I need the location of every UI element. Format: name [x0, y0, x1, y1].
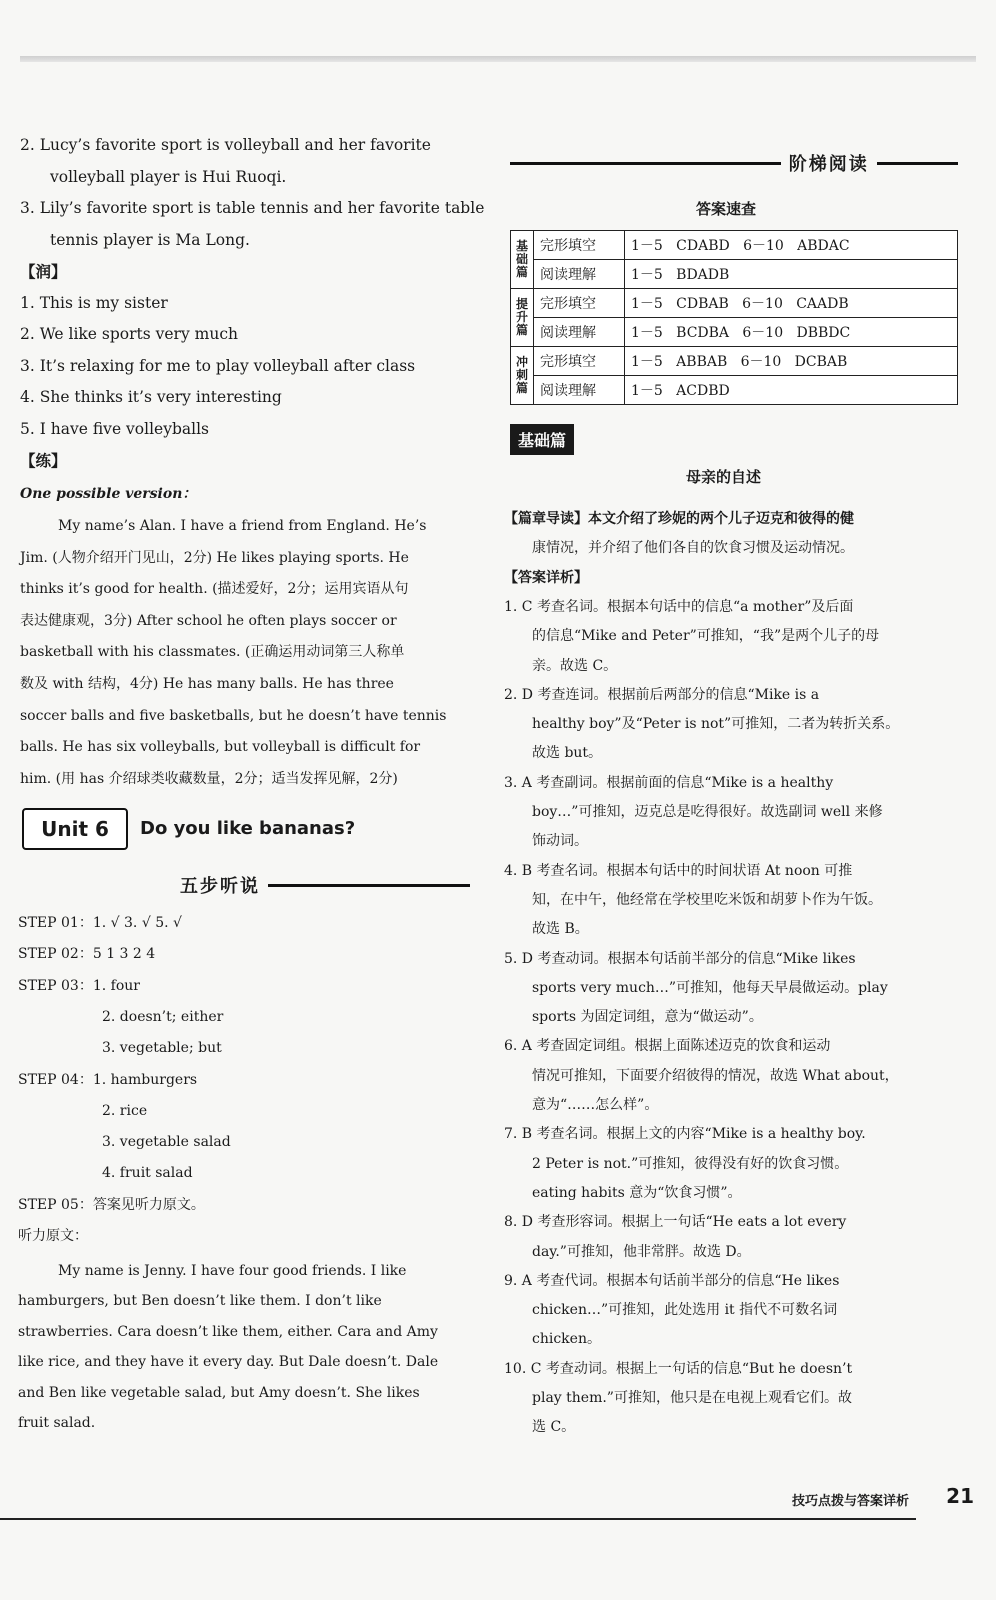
table-type-cell: 完形填空	[534, 347, 625, 376]
step-line: STEP 02：5 1 3 2 4	[18, 946, 156, 963]
table-row	[511, 318, 958, 347]
step-line: 2. rice	[102, 1102, 148, 1119]
explain-line: 7. B 考查名词。根据上文的内容“Mike is a healthy boy.	[504, 1126, 866, 1143]
transcript-line: My name is Jenny. I have four good friends. I like	[58, 1263, 407, 1279]
table-type-cell: 阅读理解	[534, 260, 625, 289]
explain-line: chicken。	[532, 1331, 601, 1348]
section-header-listen	[180, 872, 470, 898]
step-line: 3. vegetable salad	[102, 1134, 231, 1151]
explain-line: 2 Peter is not.”可推知，彼得没有好的饮食习惯。	[532, 1155, 849, 1172]
explain-line: play them.”可推知，他只是在电视上观看它们。故	[532, 1390, 852, 1406]
table-row	[511, 289, 958, 318]
table-row	[511, 347, 958, 376]
essay-line: him. (用 has 介绍球类收藏数量，2分；适当发挥见解，2分)	[20, 770, 398, 787]
page-number: 21	[946, 1484, 974, 1508]
table-type-cell: 完形填空	[534, 289, 625, 318]
essay-line: My name’s Alan. I have a friend from England. He’s	[58, 518, 427, 534]
text-line: tennis player is Ma Long.	[50, 230, 250, 249]
explain-line: chicken…”可推知，此处选用 it 指代不可数名词	[532, 1302, 838, 1319]
explain-line: 9. A 考查代词。根据本句话前半部分的信息“He likes	[504, 1272, 840, 1289]
explain-line: 选 C。	[532, 1419, 576, 1436]
text-line: 2. Lucy’s favorite sport is volleyball and her favorite	[20, 136, 431, 154]
section-header-read	[510, 150, 958, 176]
essay-line: balls. He has six volleyballs, but volleyball is difficult for	[20, 739, 421, 756]
step-line: STEP 03：1. four	[18, 977, 140, 994]
transcript-line: strawberries. Cara doesn’t like them, either. Cara and Amy	[18, 1323, 438, 1340]
explain-line: 1. C 考查名词。根据本句话中的信息“a mother”及后面	[504, 598, 854, 615]
explain-line: sports very much…”可推知，他每天早晨做运动。play	[532, 979, 888, 996]
explain-line: 饰动词。	[532, 833, 588, 850]
explain-line: 故选 B。	[532, 921, 589, 938]
table-row	[511, 376, 958, 405]
bottom-rule	[0, 1518, 916, 1520]
version-label: One possible version：	[20, 486, 197, 502]
table-row	[511, 260, 958, 289]
transcript-line: and Ben like vegetable salad, but Amy doesn’t. She likes	[18, 1384, 420, 1401]
explain-line: 4. B 考查名词。根据本句话中的时间状语 At noon 可推	[504, 862, 853, 879]
explain-line: sports 为固定词组，意为“做运动”。	[532, 1009, 763, 1026]
section-label: 五步听说	[180, 876, 260, 897]
explain-line: 2. D 考查连词。根据前后两部分的信息“Mike is a	[504, 686, 820, 703]
table-group-cell: 冲刺篇	[511, 347, 534, 405]
step-line: STEP 04：1. hamburgers	[18, 1071, 198, 1088]
explain-line: 康情况，并介绍了他们各自的饮食习惯及运动情况。	[532, 540, 854, 557]
table-answer-cell: 1－5 BCDBA 6－10 DBBDC	[625, 318, 958, 347]
table-group-cell: 基础篇	[511, 231, 534, 289]
step-line: STEP 05：答案见听力原文。	[18, 1196, 205, 1213]
text-line: 【润】	[20, 262, 67, 281]
transcript-line: fruit salad.	[18, 1415, 96, 1431]
step-line: 4. fruit salad	[102, 1165, 193, 1182]
table-type-cell: 阅读理解	[534, 318, 625, 347]
transcript-line: hamburgers, but Ben doesn’t like them. I don’t like	[18, 1293, 382, 1310]
level-tag: 基础篇	[510, 424, 574, 455]
explain-line: 3. A 考查副词。根据前面的信息“Mike is a healthy	[504, 774, 834, 791]
section-rule	[877, 162, 958, 165]
explain-line: 故选 but。	[532, 745, 603, 762]
explain-line: 意为“……怎么样”。	[532, 1097, 659, 1113]
essay-line: Jim. (人物介绍开门见山，2分) He likes playing sports. He	[20, 549, 409, 566]
table-answer-cell: 1－5 BDADB	[625, 260, 958, 289]
section-label: 阶梯阅读	[788, 154, 869, 175]
explain-line: 【答案详析】	[504, 569, 588, 586]
table-answer-cell: 1－5 CDBAB 6－10 CAADB	[625, 289, 958, 318]
section-rule	[268, 884, 470, 887]
unit-badge: Unit 6	[22, 808, 128, 850]
step-line: STEP 01：1. √ 3. √ 5. √	[18, 915, 182, 931]
table-title: 答案速查	[696, 200, 757, 218]
explain-line: boy…”可推知，迈克总是吃得很好。故选副词 well 来修	[532, 804, 883, 820]
unit-title: Do you like bananas?	[140, 818, 356, 839]
explain-line: 情况可推知，下面要介绍彼得的情况，故选 What about，	[532, 1067, 899, 1084]
table-answer-cell: 1－5 CDABD 6－10 ABDAC	[625, 231, 958, 260]
text-line: 【练】	[20, 451, 67, 470]
watermark	[220, 990, 245, 1041]
step-line: 2. doesn’t; either	[102, 1008, 224, 1025]
step-line: 听力原文：	[18, 1228, 88, 1244]
explain-line: 10. C 考查动词。根据上一句话的信息“But he doesn’t	[504, 1360, 853, 1377]
table-row	[511, 231, 958, 260]
essay-line: soccer balls and five basketballs, but he doesn’t have tennis	[20, 707, 447, 724]
explain-line: healthy boy”及“Peter is not”可推知，二者为转折关系。	[532, 716, 900, 733]
explain-line: 8. D 考查形容词。根据上一句话“He eats a lot every	[504, 1214, 847, 1231]
table-group-cell: 提升篇	[511, 289, 534, 347]
text-line: volleyball player is Hui Ruoqi.	[50, 167, 287, 186]
text-line: 3. Lily’s favorite sport is table tennis and her favorite table	[20, 199, 485, 217]
explain-line: 亲。故选 C。	[532, 657, 618, 674]
answer-table	[510, 230, 958, 405]
footer-label: 技巧点拨与答案详析	[792, 1494, 910, 1509]
essay-line: thinks it’s good for health. (描述爱好，2分；运用宾语从句	[20, 581, 409, 598]
explain-line: 6. A 考查固定词组。根据上面陈述迈克的饮食和运动	[504, 1038, 831, 1055]
table-answer-cell: 1－5 ACDBD	[625, 376, 958, 405]
explain-line: 的信息“Mike and Peter”可推知，“我”是两个儿子的母	[532, 628, 880, 645]
section-rule	[510, 162, 781, 165]
step-line: 3. vegetable; but	[102, 1040, 222, 1057]
explain-line: eating habits 意为“饮食习惯”。	[532, 1184, 742, 1201]
table-type-cell: 完形填空	[534, 231, 625, 260]
text-line: 3. It’s relaxing for me to play volleyball after class	[20, 356, 416, 375]
essay-line: basketball with his classmates. (正确运用动词第三人称单	[20, 644, 405, 661]
table-type-cell: 阅读理解	[534, 376, 625, 405]
transcript-line: like rice, and they have it every day. But Dale doesn’t. Dale	[18, 1354, 439, 1371]
explain-line: 知，在中午，他经常在学校里吃米饭和胡萝卜作为午饭。	[532, 891, 882, 908]
explain-line: 【篇章导读】本文介绍了珍妮的两个儿子迈克和彼得的健	[504, 511, 854, 527]
top-rule	[20, 56, 976, 62]
text-line: 1. This is my sister	[20, 293, 168, 312]
table-answer-cell: 1－5 ABBAB 6－10 DCBAB	[625, 347, 958, 376]
explain-line: 5. D 考查动词。根据本句话前半部分的信息“Mike likes	[504, 950, 856, 967]
explain-line: day.”可推知，他非常胖。故选 D。	[532, 1243, 751, 1260]
essay-line: 表达健康观，3分) After school he often plays soccer or	[20, 612, 397, 629]
text-line: 2. We like sports very much	[20, 325, 238, 343]
article-title: 母亲的自述	[686, 468, 762, 486]
essay-line: 数及 with 结构，4分) He has many balls. He has three	[20, 676, 394, 692]
text-line: 4. She thinks it’s very interesting	[20, 388, 282, 406]
text-line: 5. I have five volleyballs	[20, 419, 210, 438]
